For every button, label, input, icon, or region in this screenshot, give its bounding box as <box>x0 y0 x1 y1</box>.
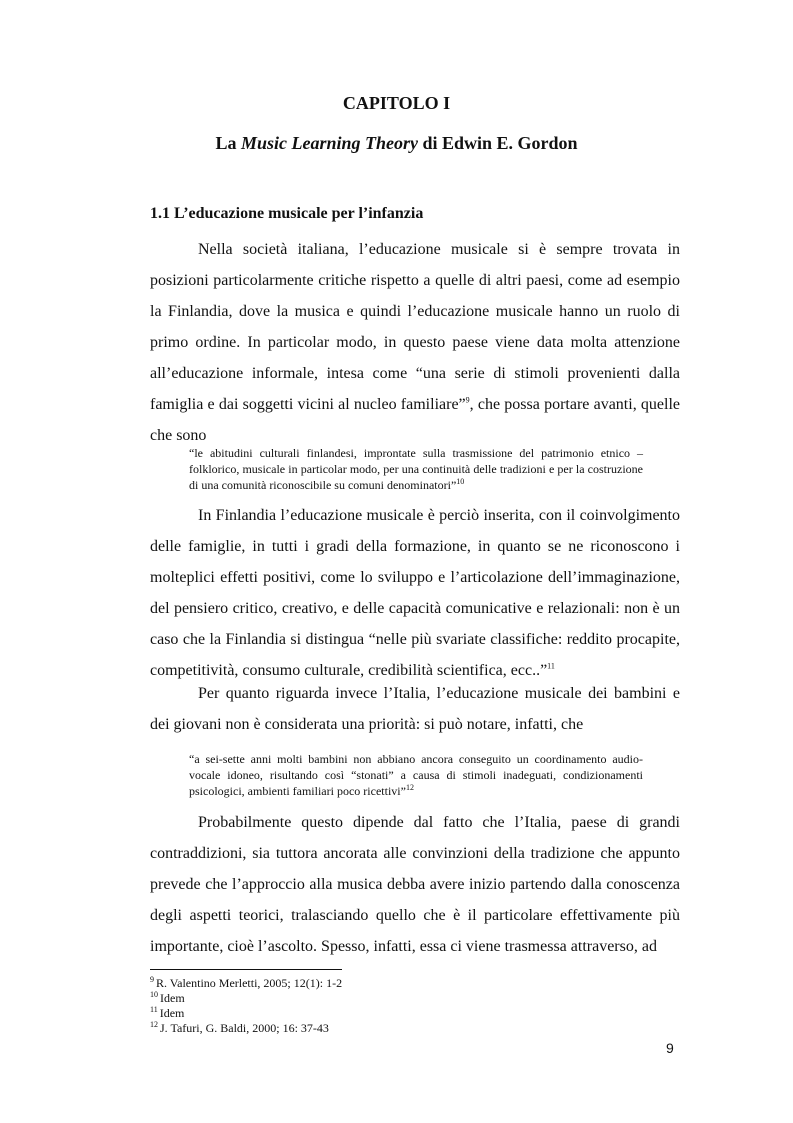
paragraph-2-text: In Finlandia l’educazione musicale è perciò inserita, con il coinvolgimento delle famiglie, in tutti i gradi della formazione, in quanto se ne riconoscono i molteplici effetti positivi, come lo sviluppo e l’articolazione dell’immaginazione, del pensiero critico, creativo, e delle capacità comunicative e relazionali: non è un caso che la Finlandia si distingua “nelle più svariate classifiche: reddito procapite, competitività, consumo culturale, credibilità scientifica, ecc..” <box>150 507 680 679</box>
footnote-text: J. Tafuri, G. Baldi, 2000; 16: 37-43 <box>160 1021 329 1035</box>
footnote-item <box>150 991 342 1006</box>
chapter-title-italic: Music Learning Theory <box>240 133 418 153</box>
block-quote-1 <box>189 445 643 493</box>
footnote-number: 10 <box>150 990 158 999</box>
footnote-item <box>150 976 342 991</box>
footnote-number: 9 <box>150 975 154 984</box>
body-paragraph-1 <box>150 234 680 451</box>
footnote-ref-9[interactable]: 9 <box>465 395 470 405</box>
footnotes-list <box>150 976 342 1036</box>
quote-2-text: “a sei-sette anni molti bambini non abbiano ancora conseguito un coordinamento audio-vocale idoneo, risultando così “stonati” a causa di stimoli inadeguati, condizionamenti psicologici, ambienti familiari poco ricettivi” <box>189 752 643 798</box>
paragraph-4-text: Probabilmente questo dipende dal fatto che l’Italia, paese di grandi contraddizioni, sia tuttora ancorata alle convinzioni della tradizione che appunto prevede che l’approccio alla musica debba avere inizio partendo dalla conoscenza degli aspetti teorici, tralasciando quello che è il particolare effettivamente più importante, cioè l’ascolto. Spesso, infatti, essa ci viene trasmessa attraverso, ad <box>150 814 680 955</box>
footnote-divider <box>150 969 342 970</box>
body-paragraph-4 <box>150 807 680 962</box>
paragraph-1-text: Nella società italiana, l’educazione musicale si è sempre trovata in posizioni particolarmente critiche rispetto a quelle di altri paesi, come ad esempio la Finlandia, dove la musica e quindi l’educazione musicale hanno un ruolo di primo ordine. In particolar modo, in questo paese viene data molta attenzione all’educazione informale, intesa come “una serie di stimoli provenienti dalla famiglia e dai soggetti vicini al nucleo familiare” <box>150 241 680 413</box>
block-quote-2 <box>189 751 643 799</box>
footnote-number: 11 <box>150 1005 158 1014</box>
page-number: 9 <box>666 1040 674 1056</box>
footnote-ref-12[interactable]: 12 <box>405 783 414 792</box>
chapter-title-suffix: di Edwin E. Gordon <box>417 133 578 153</box>
chapter-label: CAPITOLO I <box>342 93 451 113</box>
footnote-number: 12 <box>150 1020 158 1029</box>
footnote-text: Idem <box>160 991 185 1005</box>
body-paragraph-2 <box>150 500 680 686</box>
chapter-title <box>0 133 793 154</box>
paragraph-3-text: Per quanto riguarda invece l’Italia, l’educazione musicale dei bambini e dei giovani non è considerata una priorità: si può notare, infatti, che <box>150 685 680 733</box>
footnote-ref-10[interactable]: 10 <box>456 477 465 486</box>
footnote-ref-11[interactable]: 11 <box>547 661 555 671</box>
footnote-item <box>150 1021 342 1036</box>
quote-1-text: “le abitudini culturali finlandesi, improntate sulla trasmissione del patrimonio etnico – folklorico, musicale in particolar modo, per una continuità delle tradizioni e per la costruzione di una comunità riconoscibile su comuni denominatori” <box>189 446 643 492</box>
footnote-item <box>150 1006 342 1021</box>
footnote-text: R. Valentino Merletti, 2005; 12(1): 1-2 <box>156 976 343 990</box>
section-title: 1.1 L’educazione musicale per l’infanzia <box>150 205 424 222</box>
body-paragraph-3 <box>150 678 680 740</box>
chapter-title-prefix: La <box>215 133 241 153</box>
paragraph-1-text-end: , che possa portare avanti, quelle che sono <box>150 396 681 444</box>
footnote-text: Idem <box>159 1006 185 1020</box>
